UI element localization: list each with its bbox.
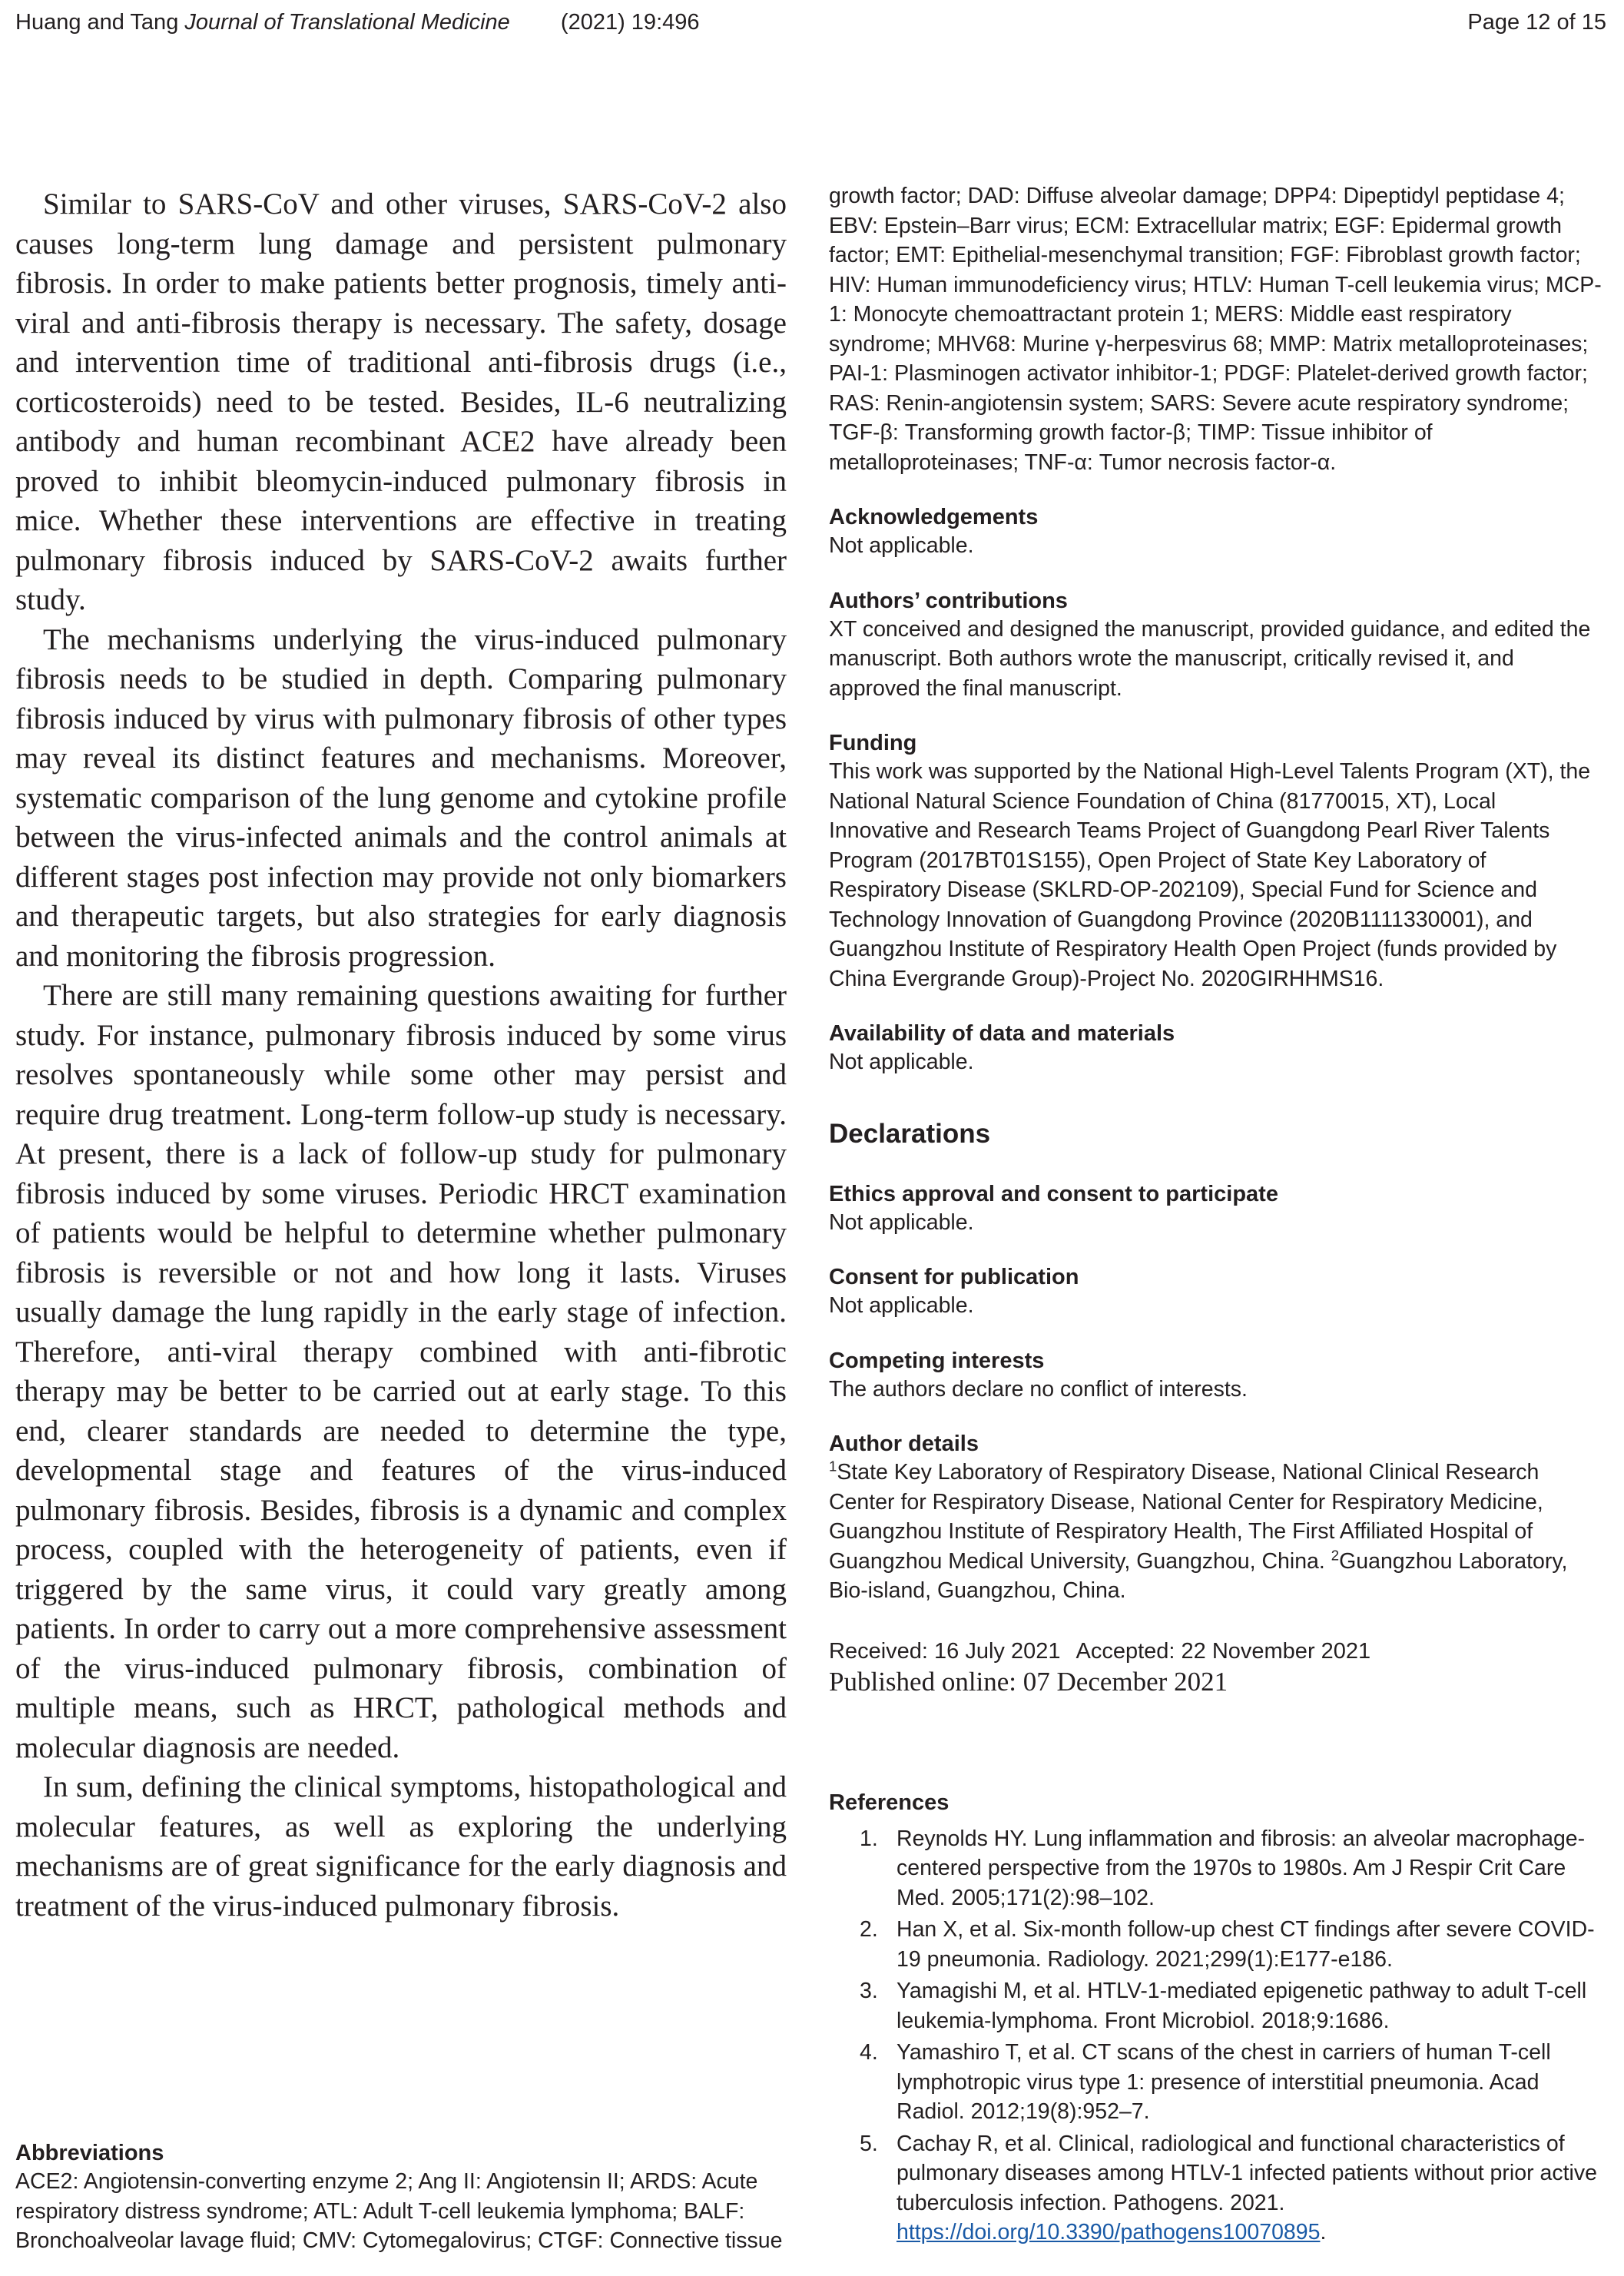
- reference-number: 5.: [860, 2131, 878, 2156]
- reference-list: [829, 1824, 1602, 2248]
- running-citation: [15, 0, 700, 45]
- authors-contributions-heading: Authors’ contributions: [829, 588, 1068, 613]
- reference-number: 3.: [860, 1979, 878, 2003]
- ethics-section: [829, 1180, 1602, 1238]
- reference-item: [829, 1915, 1602, 1974]
- ethics-text: Not applicable.: [829, 1209, 974, 1235]
- affiliation-marker: 1: [829, 1458, 837, 1475]
- page-header: [0, 0, 1624, 46]
- published-date: Published online: 07 December 2021: [829, 1666, 1228, 1697]
- back-matter-column: [829, 184, 1602, 2250]
- availability-heading: Availability of data and materials: [829, 1021, 1175, 1046]
- references-heading: References: [829, 1790, 950, 1815]
- author-details-text: [829, 1458, 1602, 1606]
- reference-number: 1.: [860, 1826, 878, 1851]
- body-paragraph: The mechanisms underlying the virus-induced pulmonary fibrosis needs to be studied in depth. Comparing pulmonary fibrosis induced by virus with pulmonary fibrosis of other types may reveal its distinct features and mechanisms. Moreover, systematic comparison of the lung genome and cytokine profile between the virus-infected animals and the control animals at different stages post infection may provide not only biomarkers and therapeutic targets, but also strategies for early diagnosis and monitoring the fibrosis progression.: [15, 622, 787, 973]
- received-accepted-dates: [829, 1637, 1602, 1666]
- consent-section: [829, 1263, 1602, 1321]
- competing-interests-section: [829, 1347, 1602, 1405]
- body-paragraph: There are still many remaining questions awaiting for further study. For instance, pulmonary fibrosis induced by some virus resolves spontaneously while some other may persist and require drug treatment. Long-term follow-up study is necessary. At present, there is a lack of follow-up study for pulmonary fibrosis induced by some viruses. Periodic HRCT examination of patients would be helpful to determine whether pulmonary fibrosis is reversible or not and how long it lasts. Viruses usually damage the lung rapidly in the early stage of infection. Therefore, anti-viral therapy combined with anti-fibrotic therapy may be better to be carried out at early stage. To this end, clearer standards are needed to determine the type, developmental stage and features of the virus-induced pulmonary fibrosis. Besides, fibrosis is a dynamic and complex process, coupled with the heterogeneity of patients, even if triggered by the same virus, it could vary greatly among patients. In order to carry out a more comprehensive assessment of the virus-induced pulmonary fibrosis, combination of multiple means, such as HRCT, pathological methods and molecular diagnosis are needed.: [15, 979, 787, 1764]
- author-details-heading: Author details: [829, 1432, 979, 1456]
- authors-contributions-section: [829, 587, 1602, 704]
- reference-number: 2.: [860, 1917, 878, 1942]
- header-journal: Journal of Translational Medicine: [184, 10, 510, 35]
- funding-text: This work was supported by the National High-Level Talents Program (XT), the National Natural Science Foundation of China (81770015, XT), Local Innovative and Research Teams Project of Guangdong Pearl River Talents Program (2017BT01S155), Open Project of State Key Laboratory of Respiratory Disease (SKLRD-OP-202109), Special Fund for Science and Technology Innovation of Guangdong Province (2020B1111330001), and Guangzhou Institute of Respiratory Health Open Project (funds provided by China Evergrande Group)-Project No. 2020GIRHHMS16.: [829, 759, 1591, 991]
- affiliation-marker: 2: [1331, 1547, 1340, 1563]
- abbreviations-text: ACE2: Angiotensin-converting enzyme 2; Ang II: Angiotensin II; ARDS: Acute respiratory distress syndrome; ATL: Adult T-cell leukemia lymphoma; BALF: Bronchoalveolar lavage fluid; CMV: Cytomegalovirus; CTGF: Connective tissue: [15, 2169, 783, 2253]
- reference-text: Yamashiro T, et al. CT scans of the chest in carriers of human T-cell lymphotropic virus type 1: presence of interstitial pneumonia. Acad Radiol. 2012;19(8):952–7.: [897, 2040, 1551, 2124]
- consent-text: Not applicable.: [829, 1293, 974, 1318]
- reference-text: Reynolds HY. Lung inflammation and fibrosis: an alveolar macrophage-centered perspective from the 1970s to 1980s. Am J Respir Crit Care Med. 2005;171(2):98–102.: [897, 1826, 1586, 1910]
- header-authors: Huang and Tang: [15, 10, 179, 35]
- reference-text: Han X, et al. Six-month follow-up chest CT findings after severe COVID-19 pneumonia. Radiology. 2021;299(1):E177-e186.: [897, 1917, 1595, 1972]
- ethics-heading: Ethics approval and consent to participate: [829, 1181, 1278, 1206]
- reference-end: .: [1320, 2220, 1327, 2244]
- funding-section: [829, 729, 1602, 994]
- page-number: Page 12 of 15: [1467, 10, 1606, 35]
- competing-interests-heading: Competing interests: [829, 1348, 1045, 1373]
- references-section: [829, 1789, 1602, 2248]
- header-citation: (2021) 19:496: [560, 10, 700, 35]
- reference-item: [829, 1976, 1602, 2035]
- reference-number: 4.: [860, 2040, 878, 2065]
- declarations-heading: Declarations: [829, 1118, 991, 1149]
- acknowledgements-section: [829, 503, 1602, 561]
- affiliation-2: Guangzhou Laboratory, Bio-island, Guangzhou, China.: [829, 1548, 1568, 1603]
- reference-text: Cachay R, et al. Clinical, radiological and functional characteristics of pulmonary diseases among HTLV-1 infected patients without prior active tuberculosis infection. Pathogens. 2021.: [897, 2131, 1597, 2215]
- reference-item: [829, 2129, 1602, 2248]
- author-details-section: [829, 1430, 1602, 1606]
- reference-item: [829, 1824, 1602, 1913]
- funding-heading: Funding: [829, 731, 917, 755]
- doi-link[interactable]: https://doi.org/10.3390/pathogens10070895: [897, 2220, 1321, 2244]
- authors-contributions-text: XT conceived and designed the manuscript, provided guidance, and edited the manuscript. Both authors wrote the manuscript, critically revised it, and approved the final manuscript.: [829, 616, 1591, 701]
- reference-item: [829, 2038, 1602, 2127]
- availability-section: [829, 1020, 1602, 1077]
- abbreviations-section: [15, 2139, 787, 2256]
- competing-interests-text: The authors declare no conflict of interests.: [829, 1376, 1248, 1402]
- received-date: Received: 16 July 2021: [829, 1638, 1061, 1664]
- acknowledgements-heading: Acknowledgements: [829, 505, 1039, 529]
- consent-heading: Consent for publication: [829, 1265, 1079, 1289]
- accepted-date: Accepted: 22 November 2021: [1075, 1638, 1371, 1664]
- body-paragraph: Similar to SARS-CoV and other viruses, SARS-CoV-2 also causes long-term lung damage and persistent pulmonary fibrosis. In order to make patients better prognosis, timely anti-viral and anti-fibrosis therapy is necessary. The safety, dosage and intervention time of traditional anti-fibrosis drugs (i.e., corticosteroids) need to be tested. Besides, IL-6 neutralizing antibody and human recombinant ACE2 have already been proved to inhibit bleomycin-induced pulmonary fibrosis in mice. Whether these interventions are effective in treating pulmonary fibrosis induced by SARS-CoV-2 awaits further study.: [15, 187, 787, 616]
- acknowledgements-text: Not applicable.: [829, 533, 974, 558]
- affiliation-1: State Key Laboratory of Respiratory Disease, National Clinical Research Center for Respiratory Disease, National Center for Respiratory Medicine, Guangzhou Institute of Respiratory Health, The First Affiliated Hospital of Guangzhou Medical University, Guangzhou, China.: [829, 1460, 1543, 1574]
- body-paragraph: In sum, defining the clinical symptoms, histopathological and molecular features, as well as exploring the underlying mechanisms are of great significance for the early diagnosis and treatment of the virus-induced pulmonary fibrosis.: [15, 1770, 787, 1923]
- availability-text: Not applicable.: [829, 1050, 974, 1074]
- abbreviations-heading: Abbreviations: [15, 2141, 164, 2165]
- main-body-column: [15, 184, 787, 1926]
- reference-text: Yamagishi M, et al. HTLV-1-mediated epigenetic pathway to adult T-cell leukemia-lymphoma. Front Microbiol. 2018;9:1686.: [897, 1979, 1587, 2033]
- abbreviations-text-continued: growth factor; DAD: Diffuse alveolar damage; DPP4: Dipeptidyl peptidase 4; EBV: Epstein–Barr virus; ECM: Extracellular matrix; EGF: Epidermal growth factor; EMT: Epithelial-mesenchymal transition; FGF: Fibroblast growth factor; HIV: Human immunodeficiency virus; HTLV: Human T-cell leukemia virus; MCP-1: Monocyte chemoattractant protein 1; MERS: Middle east respiratory syndrome; MHV68: Murine γ-herpesvirus 68; MMP: Matrix metalloproteinases; PAI-1: Plasminogen activator inhibitor-1; PDGF: Platelet-derived growth factor; RAS: Renin-angiotensin system; SARS: Severe acute respiratory syndrome; TGF-β: Transforming growth factor-β; TIMP: Tissue inhibitor of metalloproteinases; TNF-α: Tumor necrosis factor-α.: [829, 184, 1602, 475]
